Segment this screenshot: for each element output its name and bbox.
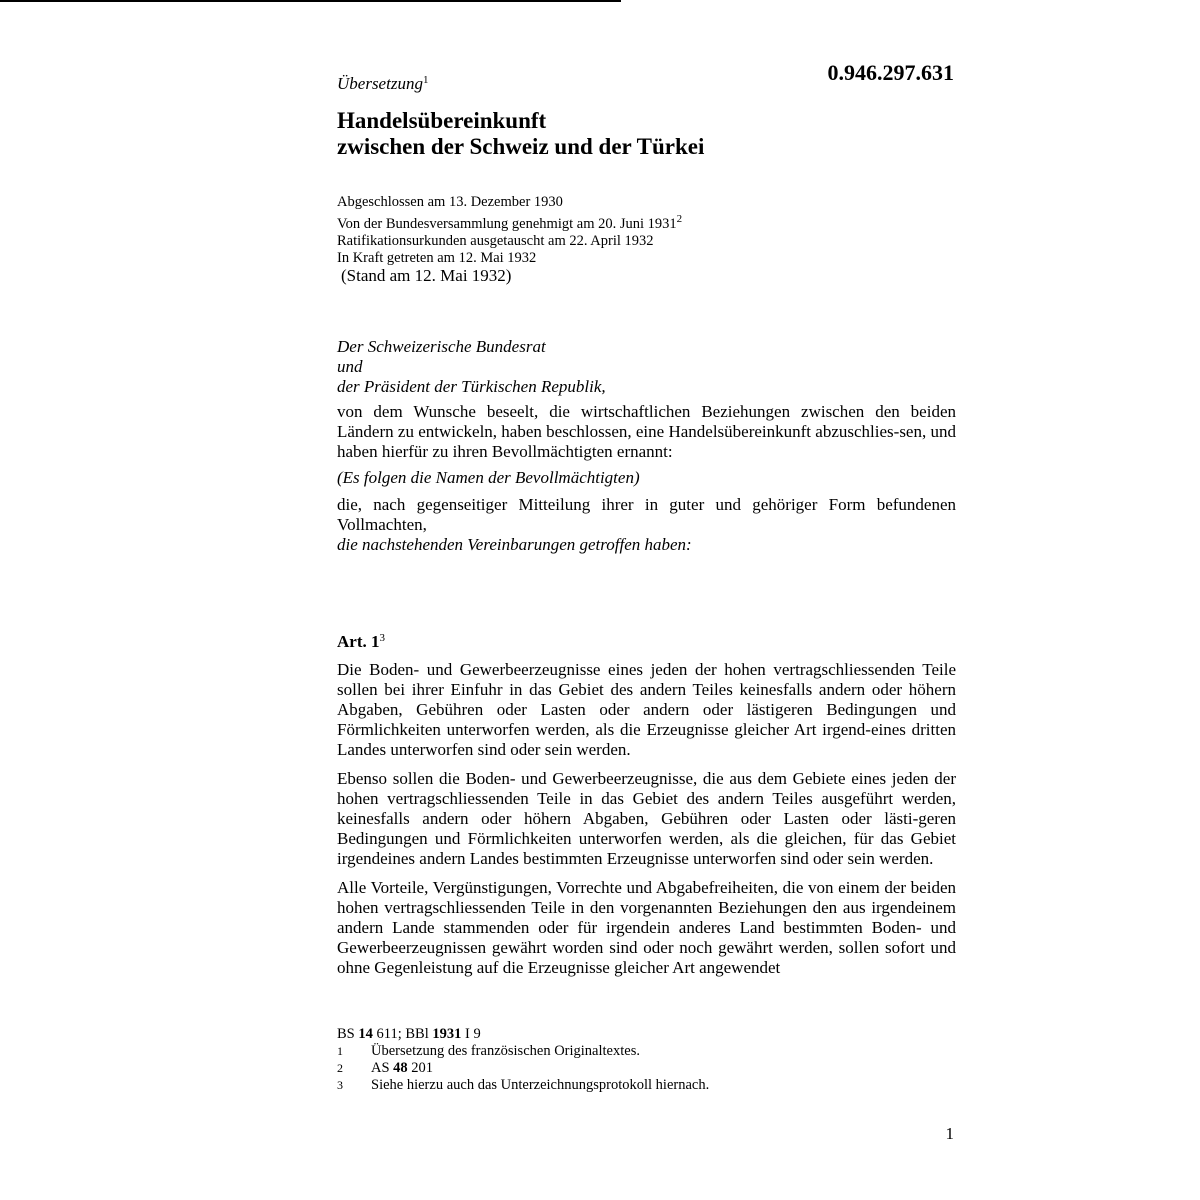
- meta-concluded: Abgeschlossen am 13. Dezember 1930: [337, 194, 563, 210]
- footnotes: [337, 1026, 709, 1094]
- article-1-paragraph-3: Alle Vorteile, Vergünstigungen, Vorrechte und Abgabefreiheiten, die von einem der beiden hohen vertragschliessenden Teile in den vorgenannten Beziehungen den aus irgendeinem andern Lande stammenden oder für irgendein anderes Land bestimmten Boden- und Gewerbeerzeugnissen gewährt worden sind oder noch gewährt werden, sollen sofort und ohne Gegenleistung auf die Erzeugnisse gleicher Art angewendet: [337, 878, 956, 977]
- meta-approved-text: Von der Bundesversammlung genehmigt am 20. Juni 1931: [337, 216, 677, 232]
- footnote-3: [337, 1077, 709, 1094]
- article-1-paragraph-1: Die Boden- und Gewerbeerzeugnisse eines jeden der hohen vertragschliessenden Teile sollen bei ihrer Einfuhr in das Gebiet des andern Teiles keinesfalls andern oder höhern Abgaben, Gebühren oder Lasten oder andern oder lästigeren Bedingungen und Förmlichkeiten unterworfen werden, als die Erzeugnisse gleicher Art irgend-eines dritten Landes unterworfen sind oder sein werden.: [337, 660, 956, 759]
- translation-label-text: Übersetzung: [337, 74, 423, 93]
- preamble-plenipotentiaries: (Es folgen die Namen der Bevollmächtigten): [337, 468, 640, 487]
- preamble: [337, 337, 956, 555]
- source-year: 1931: [432, 1026, 462, 1042]
- translation-label: [337, 74, 428, 94]
- footnote-number: 2: [337, 1061, 343, 1075]
- source-suffix: I 9: [461, 1026, 481, 1042]
- article-1-paragraph-2: Ebenso sollen die Boden- und Gewerbeerzeugnisse, die aus dem Gebiete eines jeden der hohen vertragschliessenden Teile in das Gebiet des andern Teiles ausgeführt werden, keinesfalls andern oder höhern Abgaben, Gebühren oder Lasten oder lästi-geren Bedingungen und Förmlichkeiten unterworfen werden, als die gleichen, für das Gebiet irgendeines andern Landes bestimmten Erzeugnisse unterworfen sind oder sein werden.: [337, 769, 956, 868]
- preamble-paragraph-2: die, nach gegenseitiger Mitteilung ihrer in guter und gehöriger Form befundenen Vollmachten,: [337, 495, 956, 534]
- footnote-1: [337, 1043, 709, 1060]
- page-number: 1: [945, 1124, 954, 1143]
- preamble-agreed: die nachstehenden Vereinbarungen getroffen haben:: [337, 535, 692, 554]
- title-line-1: Handelsübereinkunft: [337, 108, 547, 133]
- footnote-ref-2[interactable]: 2: [676, 213, 683, 225]
- meta-approved: [337, 211, 682, 233]
- preamble-party-1: Der Schweizerische Bundesrat: [337, 337, 546, 356]
- footnote-ref-3[interactable]: 3: [379, 632, 385, 644]
- meta-in-force: In Kraft getreten am 12. Mai 1932: [337, 250, 537, 266]
- footnote-2: [337, 1060, 709, 1077]
- document-meta: [337, 194, 682, 267]
- footnote-number: 1: [337, 1044, 343, 1058]
- title-line-2: zwischen der Schweiz und der Türkei: [337, 134, 705, 159]
- fn2-page: 201: [407, 1060, 434, 1076]
- sr-number: 0.946.297.631: [827, 60, 954, 85]
- document-title: [337, 108, 704, 160]
- fn2-prefix: AS: [371, 1060, 394, 1076]
- footnote-text: Übersetzung des französischen Originaltextes.: [371, 1043, 640, 1059]
- preamble-paragraph-1: von dem Wunsche beseelt, die wirtschaftlichen Beziehungen zwischen den beiden Ländern zu entwickeln, haben beschlossen, eine Handelsübereinkunft abzuschlies-sen, und haben hierfür zu ihren Bevollmächtigten ernannt:: [337, 402, 956, 461]
- preamble-party-2: der Präsident der Türkischen Republik,: [337, 377, 606, 396]
- source-prefix: BS: [337, 1026, 359, 1042]
- status-date: (Stand am 12. Mai 1932): [341, 266, 512, 285]
- preamble-and: und: [337, 357, 363, 376]
- footnote-text: [371, 1060, 433, 1077]
- fn2-volume: 48: [393, 1060, 408, 1076]
- footnote-text: Siehe hierzu auch das Unterzeichnungsprotokoll hiernach.: [371, 1077, 710, 1093]
- article-1-heading-text: Art. 1: [337, 632, 380, 651]
- footnote-source: [337, 1026, 709, 1043]
- header-divider: [0, 0, 621, 2]
- source-mid: 611; BBl: [372, 1026, 433, 1042]
- article-1-heading: [337, 632, 385, 652]
- meta-ratification: Ratifikationsurkunden ausgetauscht am 22. April 1932: [337, 233, 654, 249]
- footnote-ref-1[interactable]: 1: [422, 74, 429, 86]
- article-1-body: [337, 660, 956, 978]
- source-volume: 14: [358, 1026, 373, 1042]
- footnote-number: 3: [337, 1078, 343, 1092]
